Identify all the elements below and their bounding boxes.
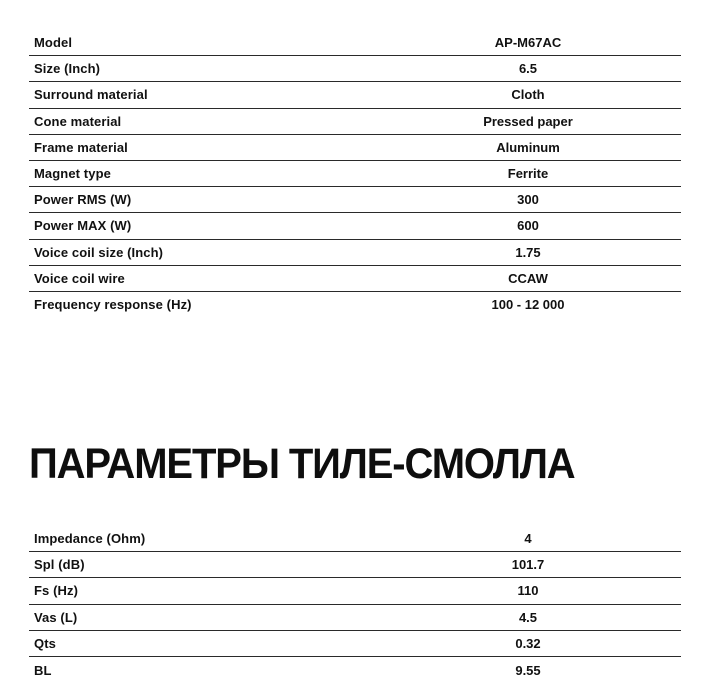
- spec-label: Model: [34, 35, 73, 51]
- spec-value: 6.5: [518, 61, 538, 77]
- ts-label: Qts: [34, 635, 56, 651]
- ts-row-impedance: [29, 526, 681, 552]
- ts-value: 101.7: [511, 557, 545, 573]
- ts-value: 4: [524, 531, 532, 547]
- spec-row-model: [29, 30, 681, 56]
- spec-value: 100 - 12 000: [491, 297, 565, 313]
- spec-label: Frequency response (Hz): [34, 297, 192, 313]
- spec-label: Voice coil wire: [34, 270, 125, 286]
- spec-row-power-max: [29, 213, 681, 239]
- ts-row-spl: [29, 552, 681, 578]
- spec-row-voice-coil-size: [29, 240, 681, 266]
- ts-row-fs: [29, 578, 681, 604]
- thiele-small-table: [29, 526, 681, 683]
- spec-value: 600: [517, 218, 539, 234]
- spec-label: Size (Inch): [34, 61, 101, 77]
- ts-label: Fs (Hz): [34, 583, 79, 599]
- ts-label: Spl (dB): [34, 557, 85, 573]
- spec-value: Cloth: [511, 87, 545, 103]
- spec-label: Power RMS (W): [34, 192, 132, 208]
- spec-label: Frame material: [34, 139, 128, 155]
- spec-value: Aluminum: [496, 139, 560, 155]
- ts-label: Impedance (Ohm): [34, 531, 146, 547]
- spec-label: Magnet type: [34, 166, 111, 182]
- spec-label: Cone material: [34, 113, 122, 129]
- ts-row-qts: [29, 631, 681, 657]
- spec-value: Pressed paper: [483, 113, 573, 129]
- specifications-table: [29, 30, 681, 318]
- spec-label: Voice coil size (Inch): [34, 244, 164, 260]
- ts-value: 9.55: [515, 662, 541, 678]
- spec-row-frequency-response: [29, 292, 681, 318]
- ts-label: Vas (L): [34, 609, 78, 625]
- ts-label: BL: [34, 662, 52, 678]
- spec-value: 300: [517, 192, 539, 208]
- spec-value: AP-M67AC: [494, 35, 562, 51]
- spec-row-size: [29, 56, 681, 82]
- ts-value: 4.5: [518, 609, 538, 625]
- spec-row-voice-coil-wire: [29, 266, 681, 292]
- spec-label: Surround material: [34, 87, 148, 103]
- spec-row-cone-material: [29, 109, 681, 135]
- ts-value: 0.32: [515, 635, 541, 651]
- ts-row-vas: [29, 605, 681, 631]
- spec-row-frame-material: [29, 135, 681, 161]
- spec-row-power-rms: [29, 187, 681, 213]
- ts-row-bl: [29, 657, 681, 683]
- spec-row-magnet-type: [29, 161, 681, 187]
- spec-value: CCAW: [508, 270, 548, 286]
- spec-value: 1.75: [515, 244, 541, 260]
- spec-row-surround-material: [29, 82, 681, 108]
- spec-value: Ferrite: [507, 166, 549, 182]
- thiele-small-heading: ПАРАМЕТРЫ ТИЛЕ-СМОЛЛА: [29, 440, 575, 488]
- ts-value: 110: [517, 583, 539, 599]
- spec-label: Power MAX (W): [34, 218, 132, 234]
